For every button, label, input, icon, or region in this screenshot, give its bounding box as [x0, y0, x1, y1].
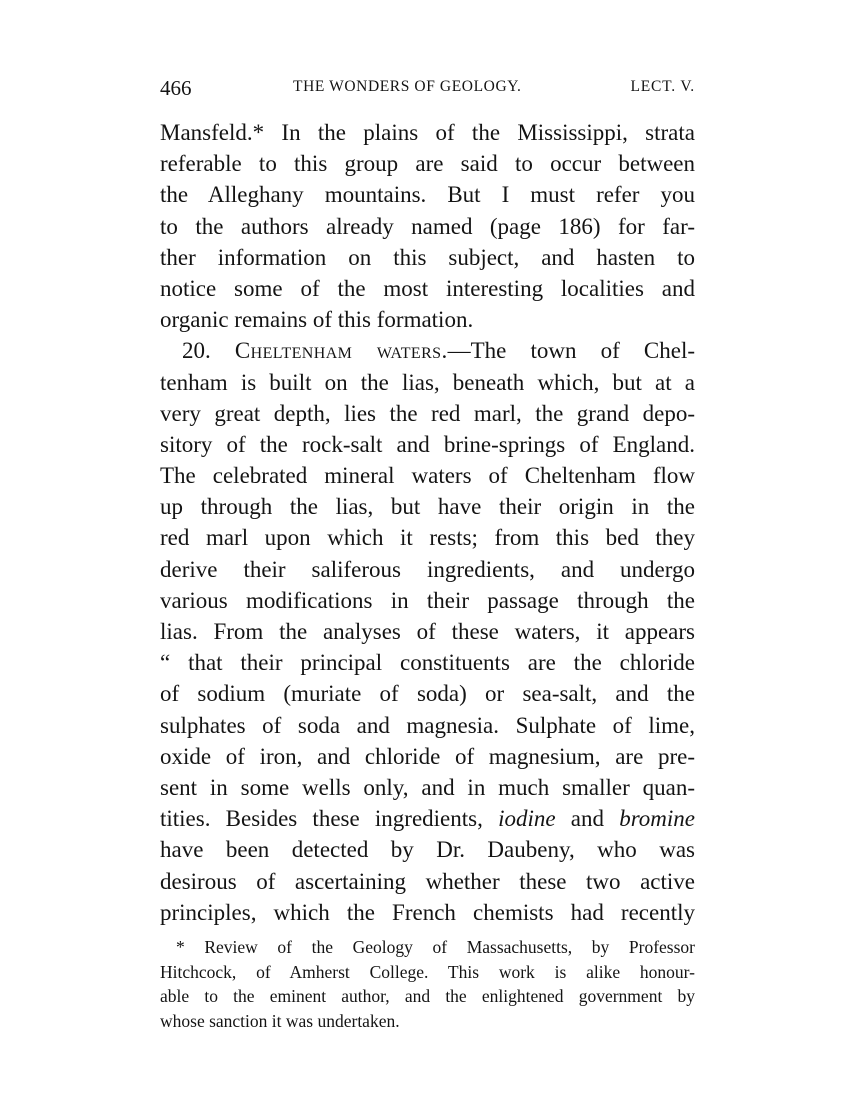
text-line: referable to this group are said to occur between [160, 151, 695, 177]
text-line: sent in some wells only, and in much smaller quan- [160, 774, 695, 800]
text-line: notice some of the most interesting localities and [160, 275, 695, 301]
text-line: principles, which the French chemists had recently [160, 899, 695, 925]
text-fragment: —The town of Chel- [447, 338, 696, 364]
running-header [160, 76, 695, 100]
text-line: ther information on this subject, and hasten to [160, 244, 695, 270]
text-line: of sodium (muriate of soda) or sea-salt, and the [160, 681, 695, 707]
text-line: have been detected by Dr. Daubeny, who was [160, 837, 695, 863]
text-line: to the authors already named (page 186) for far- [160, 213, 695, 239]
text-line: sulphates of soda and magnesia. Sulphate of lime, [160, 712, 695, 738]
lecture-label: LECT. V. [630, 78, 695, 95]
section-heading: Cheltenham waters. [234, 338, 448, 364]
italic-term-bromine: bromine [619, 806, 695, 832]
text-line: desirous of ascertaining whether these two active [160, 868, 695, 894]
footnote-line: * Review of the Geology of Massachusetts, by Professor [176, 937, 695, 957]
italic-term-iodine: iodine [498, 806, 556, 832]
footnote [160, 935, 695, 1033]
text-line: sitory of the rock-salt and brine-springs of England. [160, 431, 695, 457]
page-number: 466 [160, 76, 192, 100]
text-line-with-italics [160, 803, 695, 834]
text-line: the Alleghany mountains. But I must refer you [160, 182, 695, 208]
text-line: lias. From the analyses of these waters, it appears [160, 619, 695, 644]
text-line: “ that their principal constituents are the chloride [160, 650, 695, 676]
footnote-line: able to the eminent author, and the enlightened government by [160, 986, 695, 1006]
section-heading-line [160, 335, 695, 366]
text-line: The celebrated mineral waters of Cheltenham flow [160, 463, 695, 489]
text-line: red marl upon which it rests; from this bed they [160, 525, 695, 551]
text-fragment: tities. Besides these ingredients, [160, 806, 499, 832]
body-text [160, 117, 695, 928]
text-line: derive their saliferous ingredients, and undergo [160, 556, 695, 582]
text-line: very great depth, lies the red marl, the grand depo- [160, 400, 695, 426]
text-line: organic remains of this formation. [160, 307, 474, 333]
text-line: oxide of iron, and chloride of magnesium, are pre- [160, 743, 695, 769]
section-number: 20. [182, 338, 211, 364]
text-line: Mansfeld.* In the plains of the Mississippi, strata [160, 120, 695, 145]
text-line: tenham is built on the lias, beneath which, but at a [160, 369, 695, 395]
footnote-line: whose sanction it was undertaken. [160, 1010, 400, 1031]
text-fragment: and [555, 806, 620, 832]
text-line: various modifications in their passage through the [160, 587, 695, 613]
footnote-line: Hitchcock, of Amherst College. This work is alike honour- [160, 961, 695, 982]
text-line: up through the lias, but have their origin in the [160, 494, 695, 520]
running-title: THE WONDERS OF GEOLOGY. [293, 78, 522, 95]
